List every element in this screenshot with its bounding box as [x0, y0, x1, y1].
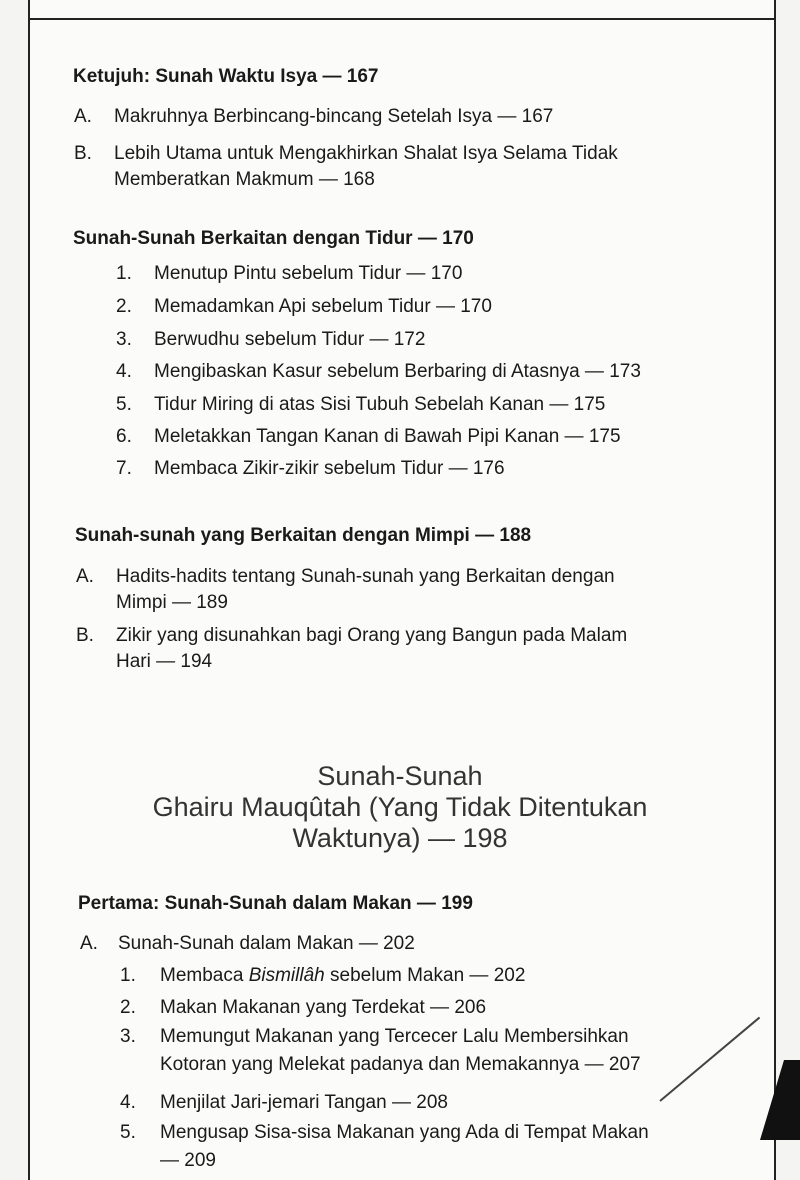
- item-text: Hari — 194: [116, 651, 213, 672]
- list-item: [76, 564, 726, 618]
- item-text: [160, 963, 525, 989]
- item-text: Tidur Miring di atas Sisi Tubuh Sebelah Kanan — 175: [154, 394, 606, 415]
- item-text: Makan Makanan yang Terdekat — 206: [160, 997, 487, 1018]
- item-text-prefix: Membaca: [160, 965, 249, 986]
- item-marker: B.: [76, 625, 94, 646]
- item-text: Zikir yang disunahkan bagi Orang yang Bangun pada Malam: [116, 625, 628, 646]
- item-text: Berwudhu sebelum Tidur — 172: [154, 329, 426, 350]
- item-text: Mengibaskan Kasur sebelum Berbaring di Atasnya — 173: [154, 361, 641, 382]
- item-text-suffix: sebelum Makan — 202: [324, 965, 526, 986]
- item-marker: 7.: [116, 458, 132, 479]
- section-heading: Pertama: Sunah-Sunah dalam Makan — 199: [78, 893, 473, 914]
- item-marker: 4.: [120, 1092, 136, 1113]
- item-text: Memberatkan Makmum — 168: [114, 169, 375, 190]
- item-marker: 1.: [116, 263, 132, 284]
- item-marker: 4.: [116, 361, 132, 382]
- item-marker: B.: [74, 143, 92, 164]
- item-text: Hadits-hadits tentang Sunah-sunah yang Berkaitan dengan: [116, 566, 615, 587]
- item-text: Makruhnya Berbincang-bincang Setelah Isya — 167: [114, 106, 554, 127]
- item-text-italic: Bismillâh: [248, 965, 325, 986]
- item-marker: 2.: [116, 296, 132, 317]
- item-marker: A.: [76, 566, 94, 587]
- item-text: Sunah-Sunah dalam Makan — 202: [118, 933, 415, 954]
- item-marker: 3.: [120, 1026, 136, 1047]
- list-item: [120, 1024, 740, 1080]
- item-marker: 5.: [120, 1122, 136, 1143]
- list-item: [74, 141, 714, 195]
- item-text: Memungut Makanan yang Tercecer Lalu Membersihkan: [160, 1026, 629, 1047]
- section-heading: Ketujuh: Sunah Waktu Isya — 167: [73, 66, 379, 87]
- item-marker: 6.: [116, 426, 132, 447]
- item-text: Mimpi — 189: [116, 592, 228, 613]
- list-item: [120, 1120, 740, 1176]
- item-marker: 1.: [120, 965, 136, 986]
- item-text: Kotoran yang Melekat padanya dan Memakannya — 207: [160, 1054, 641, 1075]
- chapter-title-line: Ghairu Mauqûtah (Yang Tidak Ditentukan: [152, 792, 648, 822]
- item-marker: A.: [74, 106, 92, 127]
- item-text: Memadamkan Api sebelum Tidur — 170: [154, 296, 492, 317]
- item-text: Lebih Utama untuk Mengakhirkan Shalat Isya Selama Tidak: [114, 143, 618, 164]
- item-text: Menjilat Jari-jemari Tangan — 208: [160, 1092, 448, 1113]
- item-text: Menutup Pintu sebelum Tidur — 170: [154, 263, 463, 284]
- section-heading: Sunah-Sunah Berkaitan dengan Tidur — 170: [73, 228, 474, 249]
- item-marker: A.: [80, 933, 98, 954]
- chapter-title-line: Sunah-Sunah: [317, 761, 483, 791]
- item-text: Membaca Zikir-zikir sebelum Tidur — 176: [154, 458, 505, 479]
- list-item: [76, 623, 726, 677]
- section-heading: Sunah-sunah yang Berkaitan dengan Mimpi — 188: [75, 525, 532, 546]
- item-text: Meletakkan Tangan Kanan di Bawah Pipi Kanan — 175: [154, 426, 621, 447]
- item-marker: 3.: [116, 329, 132, 350]
- item-text: Mengusap Sisa-sisa Makanan yang Ada di Tempat Makan: [160, 1122, 649, 1143]
- item-marker: 5.: [116, 394, 132, 415]
- chapter-title-line: Waktunya) — 198: [292, 823, 508, 853]
- item-text: — 209: [160, 1150, 216, 1171]
- item-marker: 2.: [120, 997, 136, 1018]
